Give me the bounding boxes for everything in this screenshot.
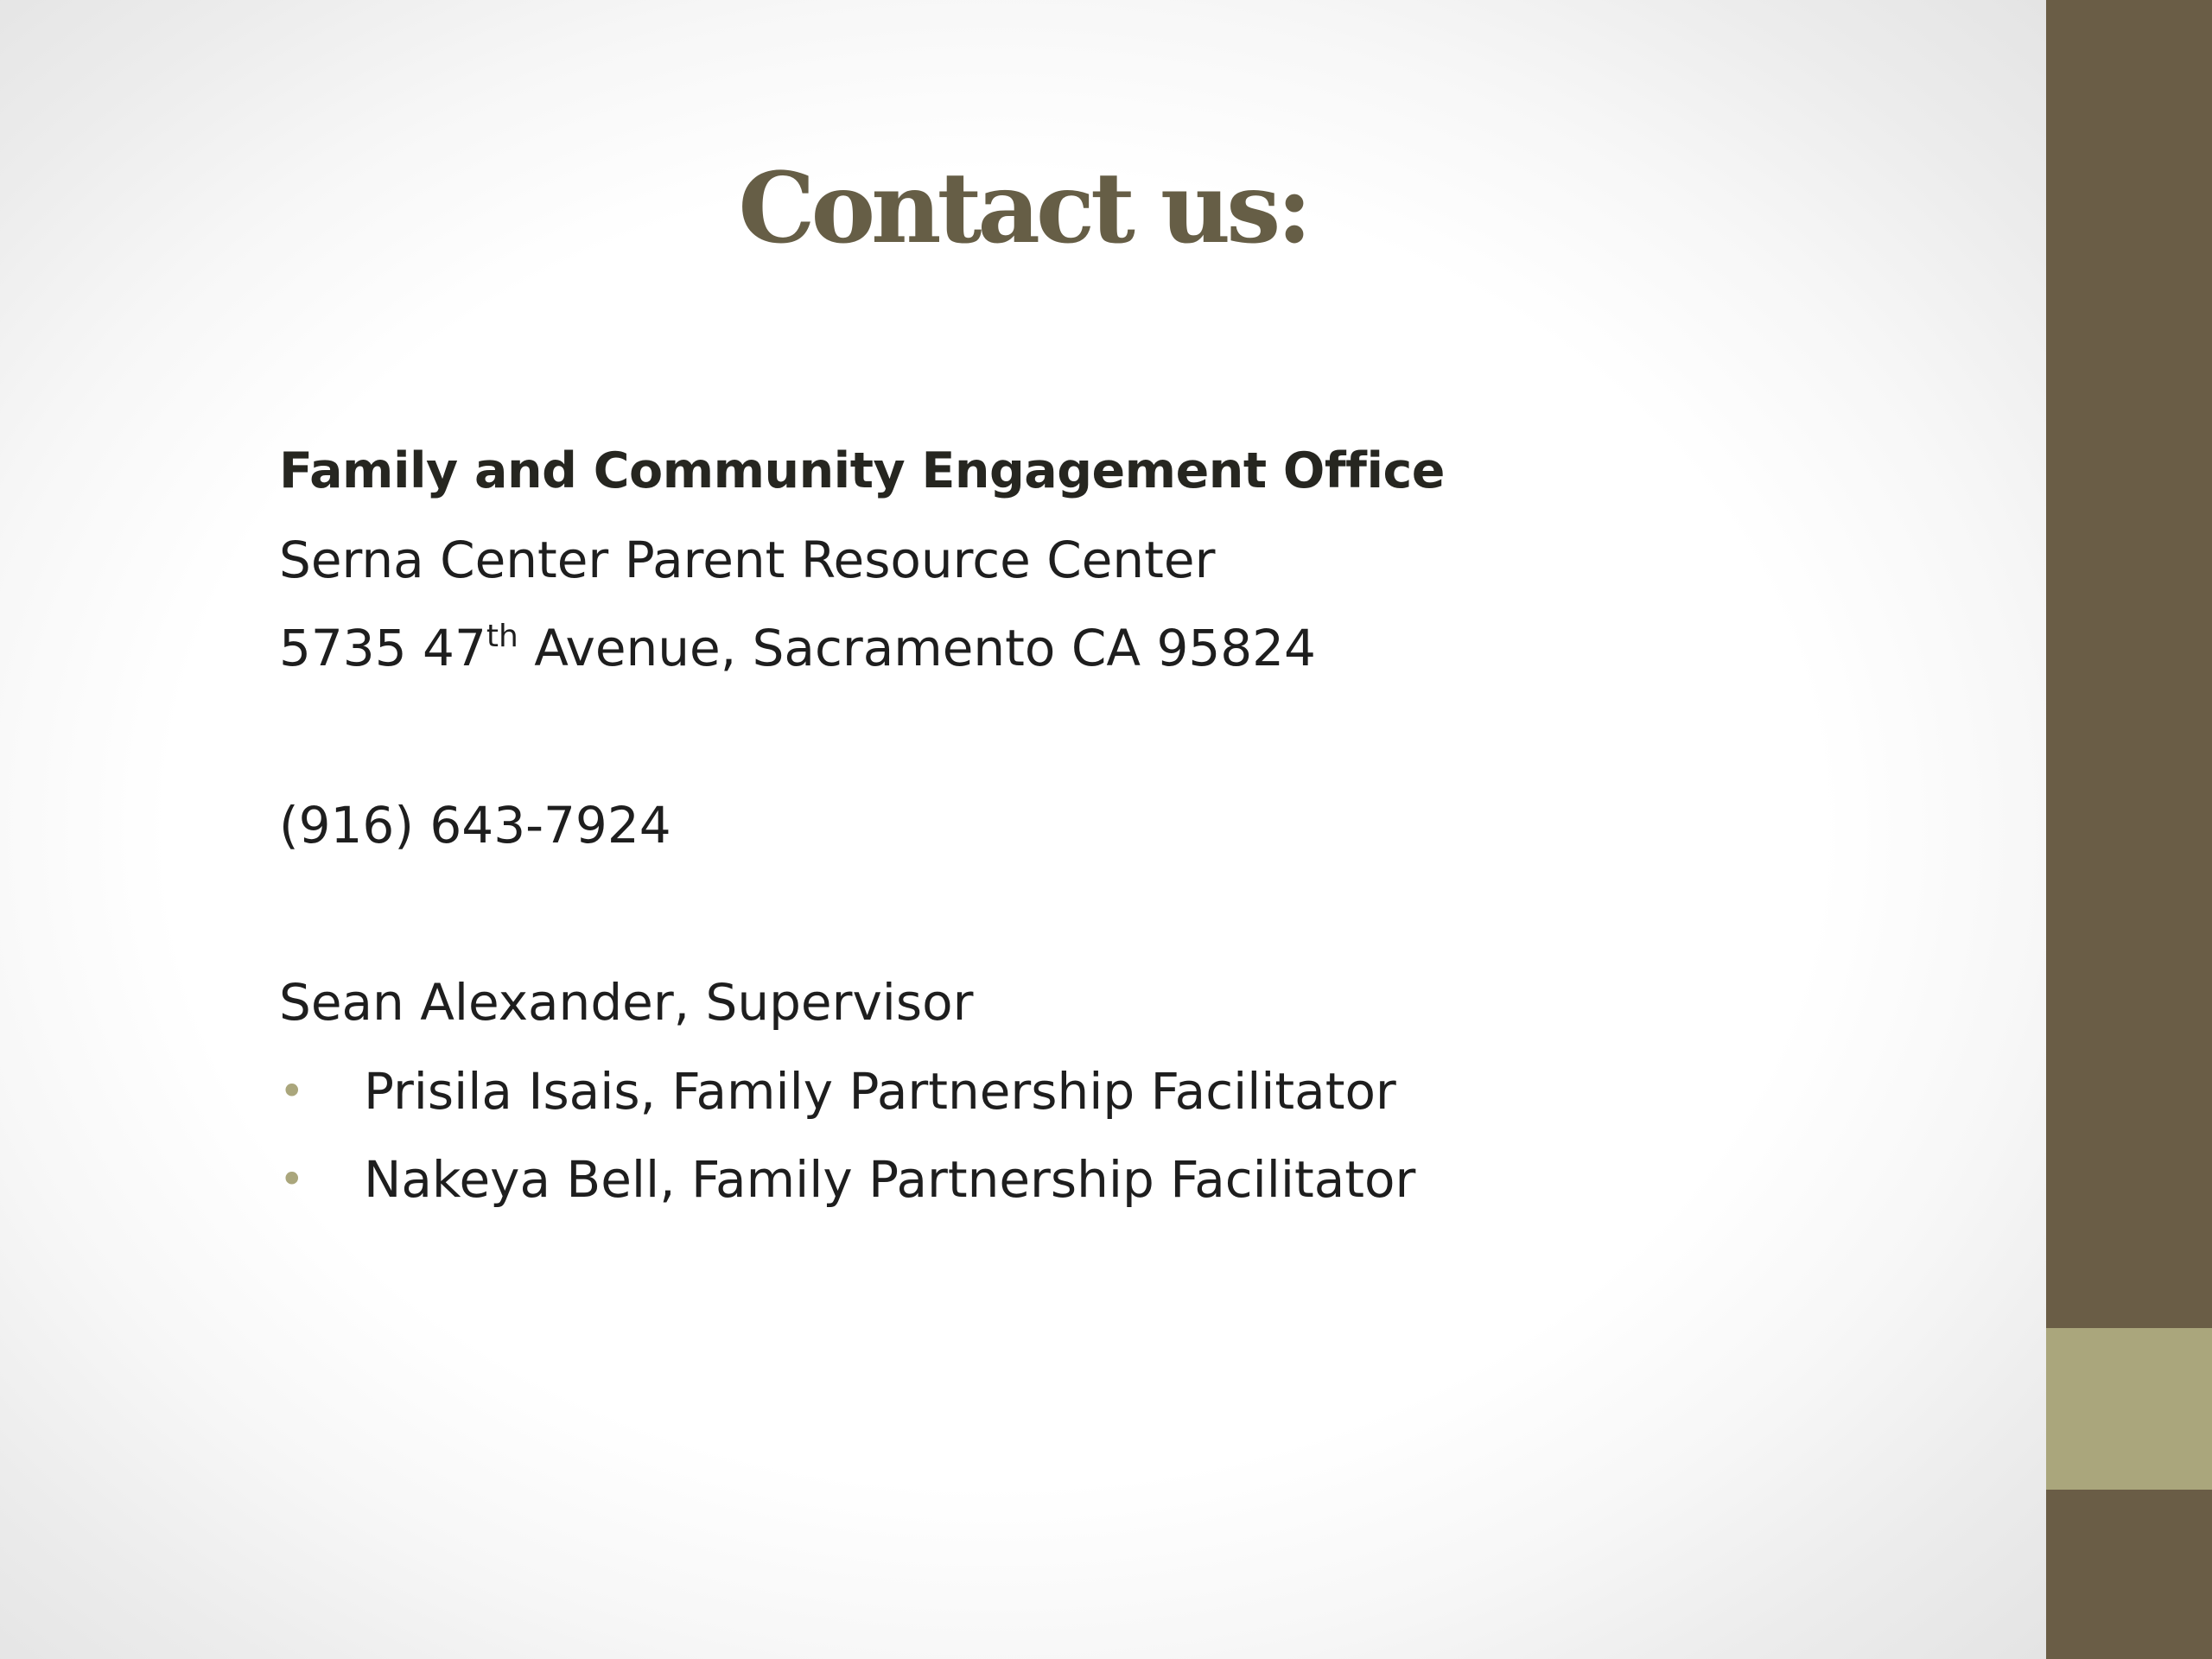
staff-member: Nakeya Bell, Family Partnership Facilitator	[364, 1150, 1416, 1209]
side-accent-decoration	[2046, 1328, 2212, 1490]
bullet-icon: •	[279, 1066, 305, 1116]
supervisor: Sean Alexander, Supervisor	[279, 973, 974, 1032]
bullet-icon: •	[279, 1154, 305, 1205]
staff-member: Prisila Isais, Family Partnership Facilitator	[364, 1062, 1396, 1121]
address	[279, 609, 1316, 687]
office-name: Family and Community Engagement Office	[279, 442, 1445, 499]
address-suffix: th	[486, 619, 518, 654]
slide-title: Contact us:	[738, 152, 1308, 265]
phone-number: (916) 643-7924	[279, 796, 671, 855]
address-number: 5735 47	[279, 619, 486, 677]
center-name: Serna Center Parent Resource Center	[279, 531, 1216, 589]
address-rest: Avenue, Sacramento CA 95824	[518, 619, 1316, 677]
